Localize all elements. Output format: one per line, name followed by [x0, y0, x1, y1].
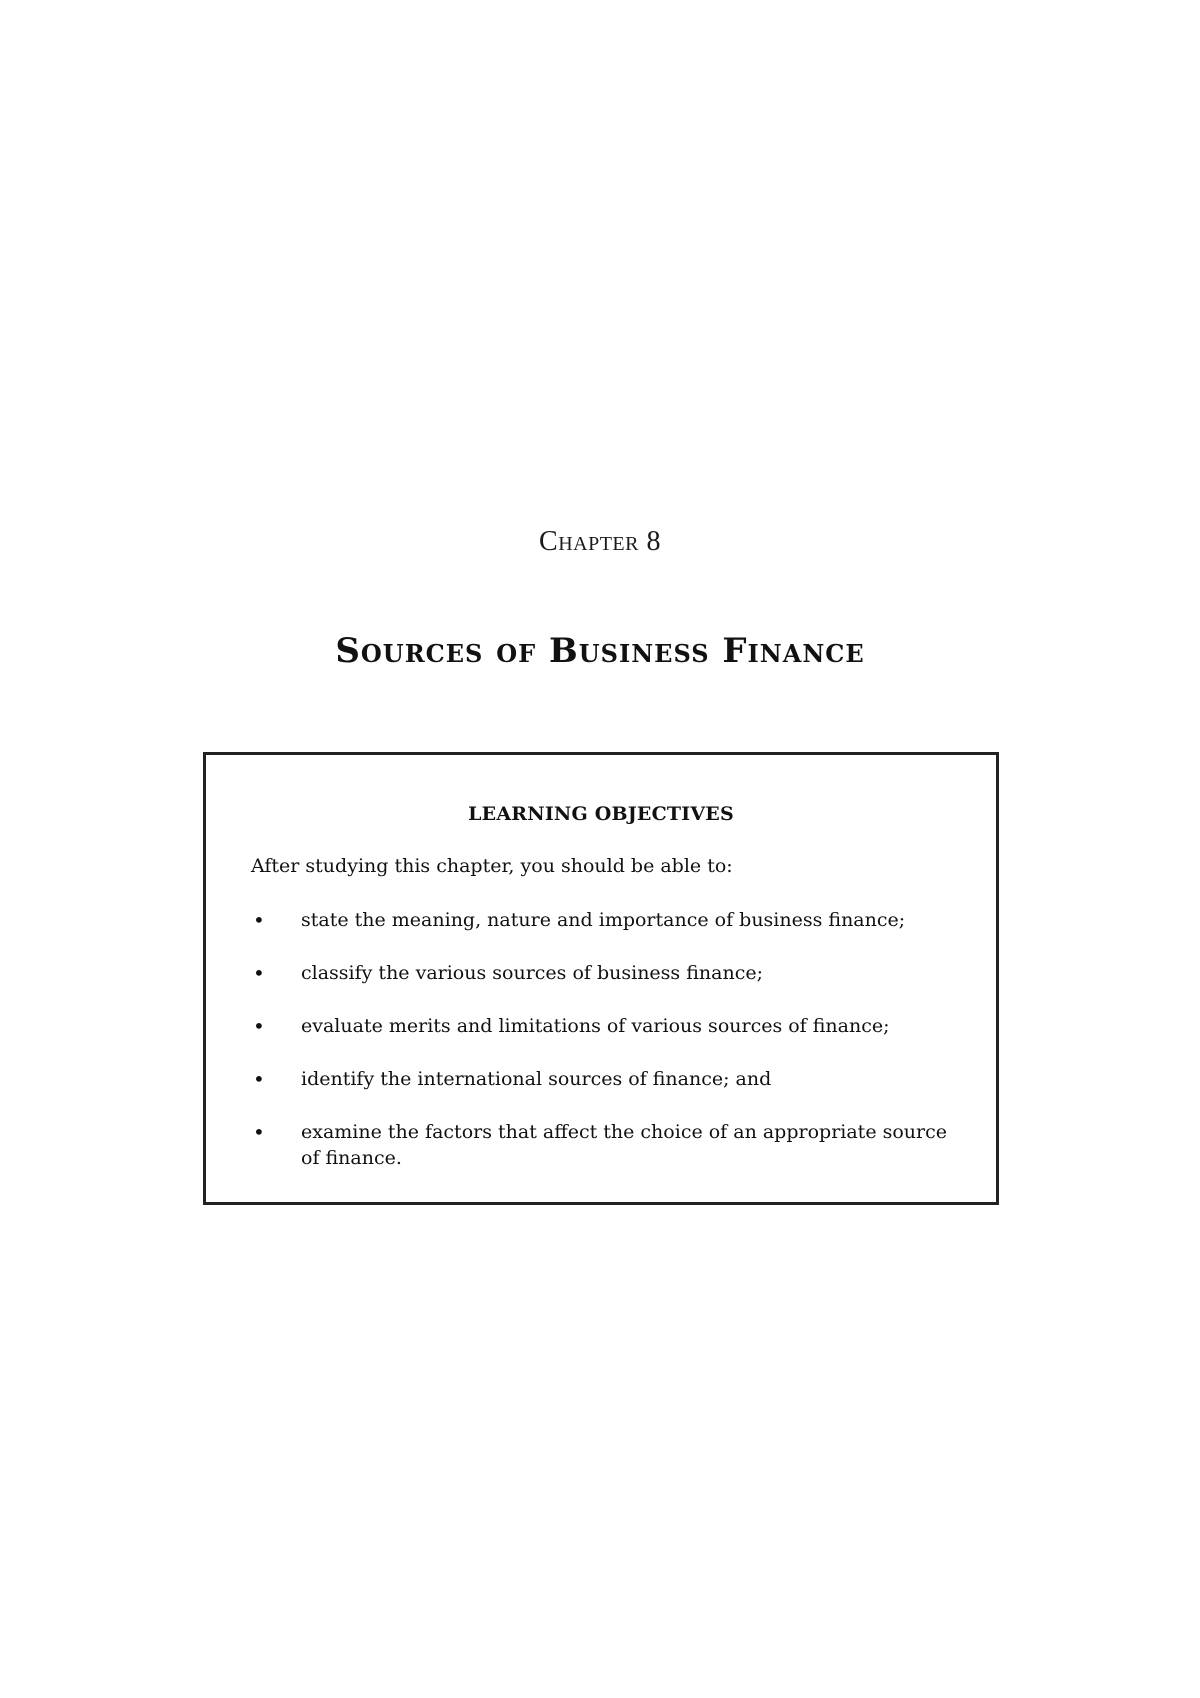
objective-item	[251, 907, 971, 933]
objective-item	[251, 1066, 971, 1092]
objective-text: classify the various sources of business finance;	[301, 962, 763, 984]
chapter-title: Sources of Business Finance	[335, 631, 865, 671]
learning-objectives-heading: LEARNING OBJECTIVES	[468, 803, 734, 825]
objective-text: state the meaning, nature and importance of business finance;	[301, 909, 906, 931]
objective-text: examine the factors that affect the choice of an appropriate source of finance.	[301, 1121, 947, 1169]
bullet-icon: •	[253, 1120, 265, 1144]
chapter-label: Chapter 8	[539, 526, 661, 557]
objective-item	[251, 1013, 971, 1039]
learning-objectives-intro: After studying this chapter, you should be able to:	[251, 855, 733, 877]
objective-text: evaluate merits and limitations of various sources of finance;	[301, 1015, 890, 1037]
bullet-icon: •	[253, 961, 265, 985]
bullet-icon: •	[253, 908, 265, 932]
objective-text: identify the international sources of finance; and	[301, 1068, 772, 1090]
bullet-icon: •	[253, 1014, 265, 1038]
learning-objectives-list	[251, 907, 971, 1198]
learning-objectives-box	[203, 752, 999, 1205]
bullet-icon: •	[253, 1067, 265, 1091]
objective-item	[251, 960, 971, 986]
objective-item	[251, 1119, 971, 1171]
